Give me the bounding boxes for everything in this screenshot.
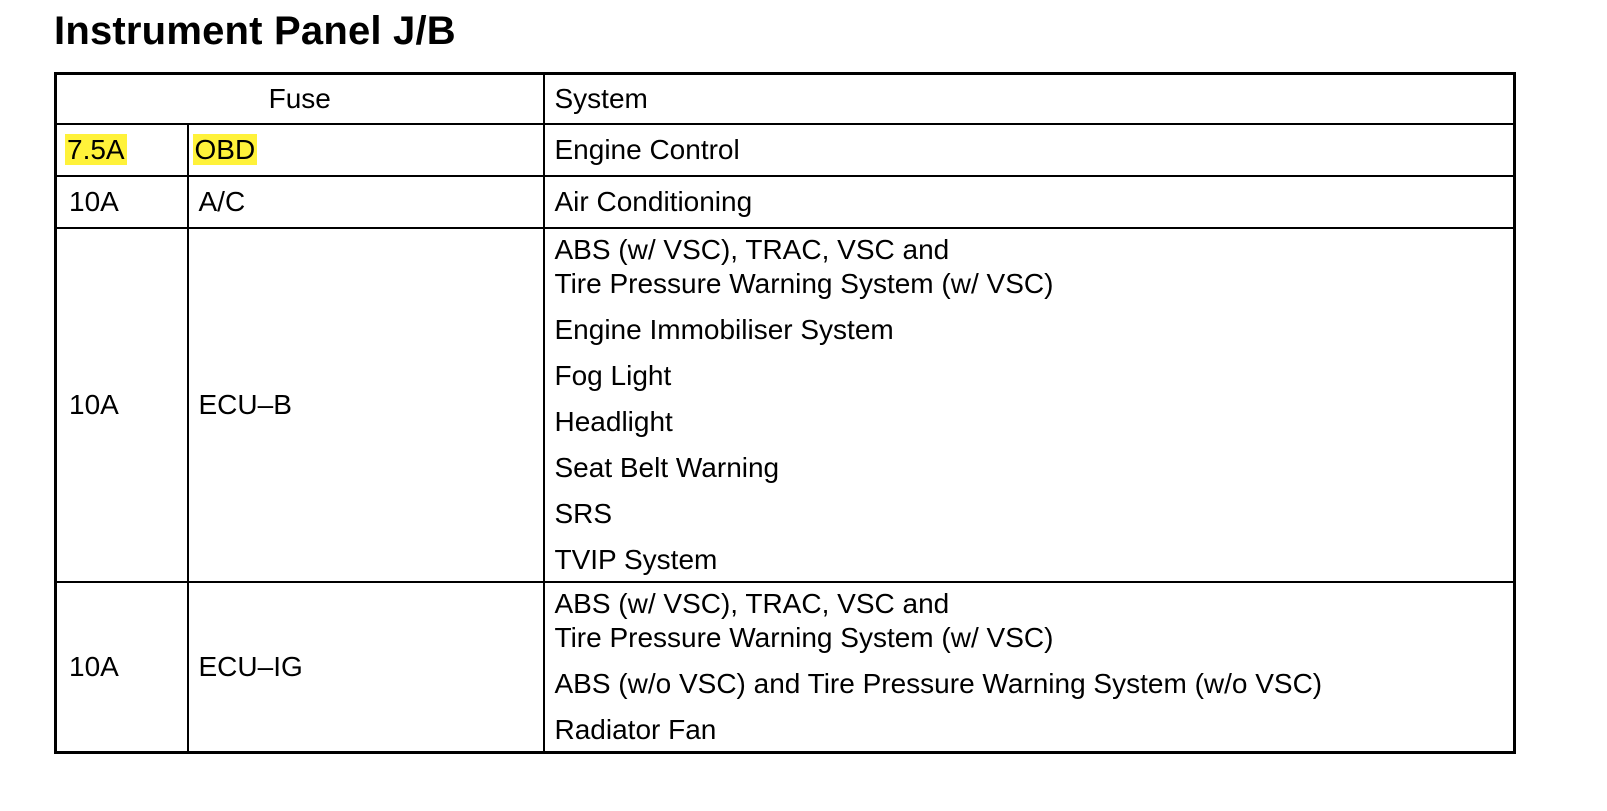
- system-text: Radiator Fan: [554, 714, 717, 745]
- fuse-amperage: 10A: [56, 228, 188, 582]
- system-entry: [555, 497, 1514, 531]
- system-entry: [555, 405, 1514, 439]
- system-cell: [544, 176, 1515, 228]
- system-entry: [555, 359, 1514, 393]
- table-row: [56, 228, 1515, 582]
- system-text: Headlight: [554, 406, 673, 437]
- table-row: [56, 582, 1515, 753]
- system-entry: [555, 233, 1514, 301]
- system-text: Tire Pressure Warning System (w/ VSC): [554, 622, 1054, 653]
- system-entry: [555, 587, 1514, 655]
- system-text: Engine Immobiliser System: [554, 314, 894, 345]
- system-text: ABS (w/ VSC), TRAC, VSC and: [554, 234, 950, 265]
- page-title: Instrument Panel J/B: [54, 9, 456, 53]
- system-text: SRS: [554, 498, 613, 529]
- table-row: [56, 124, 1515, 176]
- fuse-name: OBD: [194, 134, 256, 165]
- system-text: Air Conditioning: [554, 186, 753, 217]
- table-row: [56, 176, 1515, 228]
- fuse-amperage: 10A: [56, 176, 188, 228]
- fuse-amperage: 7.5A: [67, 134, 125, 165]
- system-entry: [555, 451, 1514, 485]
- table-header-row: [56, 74, 1515, 125]
- system-entry: [555, 313, 1514, 347]
- system-entry: [555, 667, 1514, 701]
- system-text: Seat Belt Warning: [554, 452, 780, 483]
- system-text: ABS (w/ VSC), TRAC, VSC and: [554, 588, 950, 619]
- fuse-amperage: 10A: [56, 582, 188, 753]
- system-cell: [544, 124, 1515, 176]
- fuse-name: ECU–B: [188, 228, 544, 582]
- system-cell: [544, 228, 1515, 582]
- fuse-table: [54, 72, 1516, 754]
- fuse-amperage-cell: [56, 124, 188, 176]
- system-entry: [555, 543, 1514, 577]
- header-system: System: [544, 74, 1515, 125]
- fuse-name-cell: [188, 124, 544, 176]
- fuse-name: A/C: [188, 176, 544, 228]
- header-fuse: Fuse: [56, 74, 544, 125]
- system-text: TVIP System: [554, 544, 718, 575]
- system-text: Tire Pressure Warning System (w/ VSC): [554, 268, 1054, 299]
- system-cell: [544, 582, 1515, 753]
- system-text: Fog Light: [554, 360, 672, 391]
- system-entry: [555, 713, 1514, 747]
- system-text: ABS (w/o VSC) and Tire Pressure Warning System (w/o VSC): [554, 668, 1323, 699]
- system-entry: [555, 133, 1514, 167]
- fuse-name: ECU–IG: [188, 582, 544, 753]
- system-entry: [555, 185, 1514, 219]
- system-text: Engine Control: [554, 134, 740, 165]
